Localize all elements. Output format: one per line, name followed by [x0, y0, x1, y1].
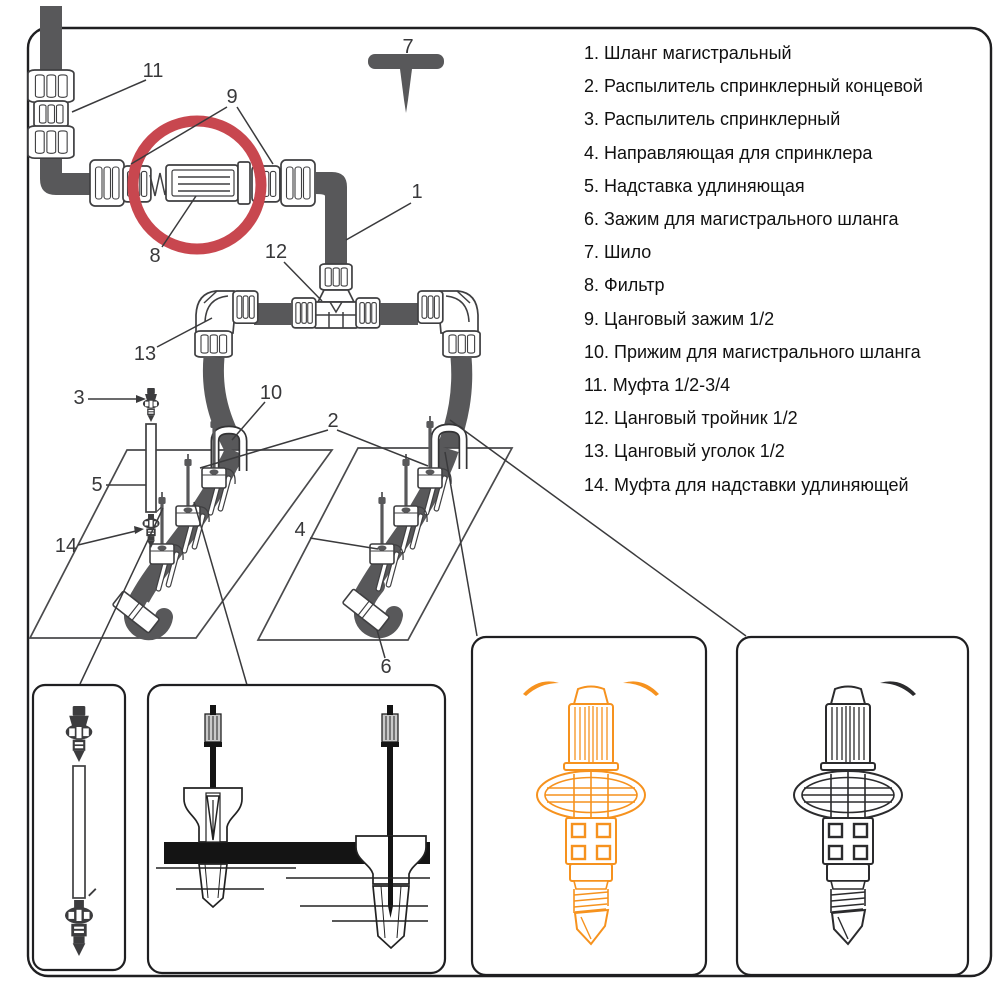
inset-extension-box: [33, 685, 125, 970]
parts-list-item: 6. Зажим для магистрального шланга: [584, 209, 899, 230]
parts-list-item: 14. Муфта для надставки удлиняющей: [584, 474, 909, 495]
parts-list-item: 10. Прижим для магистрального шланга: [584, 341, 921, 362]
parts-list-item: 2. Распылитель спринклерный концевой: [584, 76, 923, 97]
callout-2: 2: [327, 410, 339, 432]
parts-list-item: 7. Шило: [584, 242, 652, 263]
callout-11: 11: [142, 60, 164, 82]
parts-list-item: 8. Фильтр: [584, 275, 665, 296]
parts-list-item: 12. Цанговый тройник 1/2: [584, 408, 798, 429]
callout-4: 4: [294, 519, 306, 541]
callout-13: 13: [133, 343, 157, 365]
branch-hose-right: [380, 303, 418, 325]
parts-list-item: 1. Шланг магистральный: [584, 43, 792, 64]
inset-end-sprinkler-box: [737, 637, 968, 975]
callout-12: 12: [264, 241, 288, 263]
parts-list-item: 13. Цанговый уголок 1/2: [584, 441, 785, 462]
callout-14: 14: [54, 535, 78, 557]
callout-3: 3: [73, 387, 85, 409]
callout-1: 1: [411, 181, 423, 203]
inset-cross-section-box: [148, 685, 445, 973]
parts-list-item: 5. Надставка удлиняющая: [584, 175, 805, 196]
parts-list-item: 3. Распылитель спринклерный: [584, 109, 841, 130]
inset-sprinkler-orange-box: [472, 637, 706, 975]
parts-list-item: 4. Направляющая для спринклера: [584, 142, 873, 163]
parts-list: [584, 37, 984, 502]
callout-5: 5: [91, 474, 103, 496]
parts-list-item: 9. Цанговый зажим 1/2: [584, 308, 775, 329]
callout-10: 10: [259, 382, 283, 404]
coupling-11-figure: [28, 70, 74, 158]
filter-figure: [90, 160, 315, 206]
callout-9: 9: [226, 86, 238, 108]
callout-6: 6: [380, 656, 392, 678]
parts-list-item: 11. Муфта 1/2-3/4: [584, 374, 731, 395]
callout-8: 8: [149, 245, 161, 267]
callout-7: 7: [402, 36, 414, 58]
branch-hose-left: [254, 303, 292, 325]
